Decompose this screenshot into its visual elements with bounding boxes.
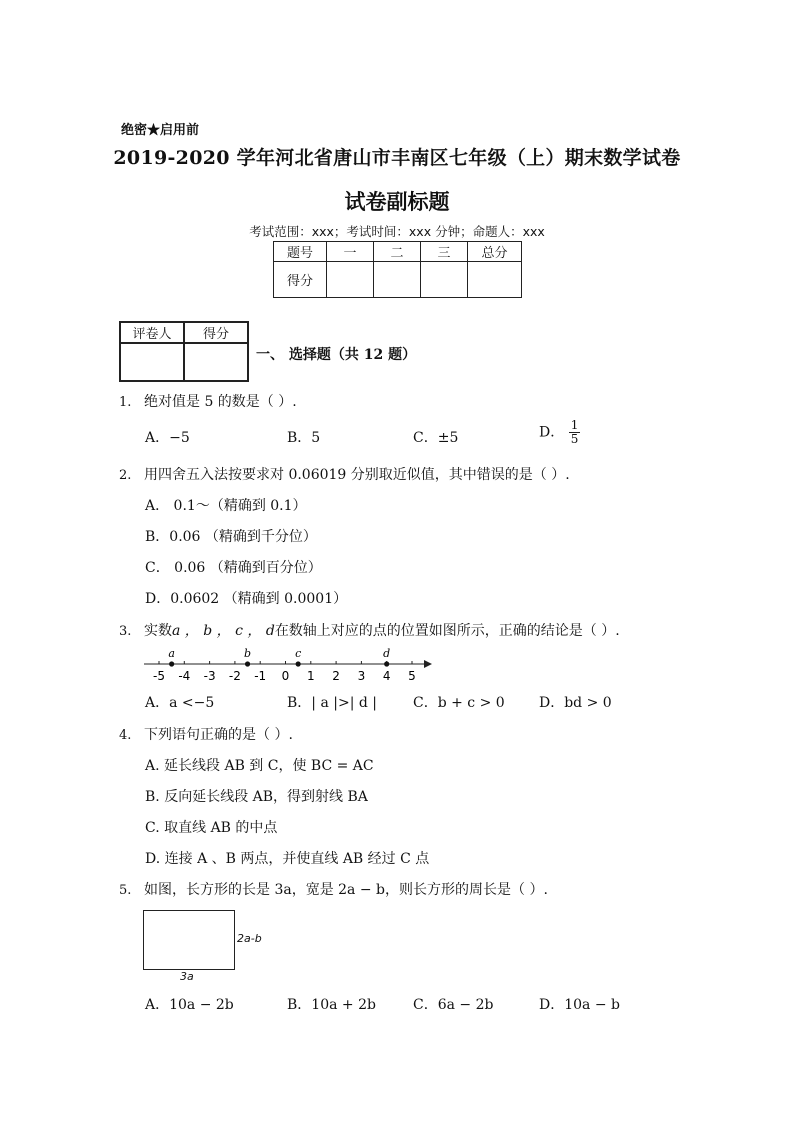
- grader-header-cell: 得分: [184, 322, 248, 343]
- q4-option-c: C. 取直线 AB 的中点: [145, 820, 278, 836]
- question-variables: a ， b ， c ， d: [172, 623, 275, 639]
- score-header-cell: 一: [327, 242, 374, 262]
- number-line-point: [169, 661, 174, 666]
- score-header-cell: 三: [421, 242, 468, 262]
- number-line-point: [245, 661, 250, 666]
- q4-option-a: A. 延长线段 AB 到 C，使 BC = AC: [145, 758, 374, 774]
- q3-option-c: C．b + c > 0: [413, 695, 505, 711]
- grader-cell: [184, 343, 248, 381]
- question-1-stem: [119, 391, 297, 411]
- grader-header-cell: 评卷人: [120, 322, 184, 343]
- q2-option-b: B．0.06 （精确到千分位）: [145, 529, 317, 545]
- rectangle-figure: [143, 910, 235, 970]
- confidential-label: 绝密★启用前: [121, 123, 200, 138]
- section-title: 一、 选择题（共 12 题）: [256, 347, 417, 363]
- number-line-tick-label: 2: [332, 669, 340, 683]
- question-number: 3.: [119, 624, 132, 639]
- question-number: 2.: [119, 468, 132, 483]
- score-cell: [327, 262, 374, 298]
- question-text: 绝对值是 5 的数是（ ）.: [144, 394, 297, 410]
- q4-option-d: D. 连接 A 、B 两点，并使直线 AB 经过 C 点: [145, 851, 430, 867]
- q5-option-a: A．10a − 2b: [145, 997, 234, 1013]
- question-text: 下列语句正确的是（ ）.: [144, 727, 293, 743]
- score-table: [273, 241, 522, 298]
- q5-option-b: B．10a + 2b: [287, 997, 376, 1013]
- question-3-stem: [119, 620, 620, 640]
- question-text: 用四舍五入法按要求对 0.06019 分别取近似值，其中错误的是（ ）.: [144, 467, 570, 483]
- question-2-stem: [119, 464, 570, 484]
- number-line-tick-label: -5: [153, 669, 165, 683]
- number-line-tick-label: -1: [254, 669, 267, 683]
- q3-option-d: D．bd > 0: [539, 695, 612, 711]
- number-line-tick-label: 0: [281, 669, 290, 683]
- exam-subtitle: 试卷副标题: [344, 189, 450, 214]
- q1-option-c: C．±5: [413, 430, 459, 446]
- question-4-stem: [119, 724, 293, 744]
- fraction-denominator: 5: [570, 432, 579, 446]
- fraction: [569, 419, 581, 446]
- q2-option-c: C． 0.06 （精确到百分位）: [145, 560, 322, 576]
- number-line-point: [384, 661, 389, 666]
- question-text-pre: 实数: [144, 623, 172, 639]
- rectangle-height-label: 2a-b: [237, 932, 262, 945]
- number-line-tick-label: -2: [228, 669, 241, 683]
- grader-cell: [120, 343, 184, 381]
- q1-option-a: A．−5: [145, 430, 190, 446]
- question-5-stem: [119, 879, 548, 899]
- q5-option-d: D．10a − b: [539, 997, 620, 1013]
- number-line-tick-label: 4: [382, 669, 391, 683]
- number-line-tick-label: 5: [408, 669, 416, 683]
- score-cell: [421, 262, 468, 298]
- grader-table: [119, 321, 249, 382]
- q2-option-a: A． 0.1～（精确到 0.1）: [145, 498, 307, 514]
- number-line-tick-label: 1: [306, 669, 315, 683]
- exam-info: 考试范围：xxx；考试时间：xxx 分钟；命题人：xxx: [249, 224, 545, 239]
- question-number: 5.: [119, 883, 132, 898]
- number-line-arrow: [424, 660, 432, 668]
- number-line-tick-label: -3: [203, 669, 216, 683]
- question-number: 4.: [119, 728, 132, 743]
- q3-option-b: B．| a |>| d |: [287, 695, 377, 711]
- number-line: [140, 642, 440, 684]
- number-line-point-label: b: [244, 647, 252, 660]
- number-line-point-label: c: [295, 647, 302, 660]
- score-header-cell: 题号: [274, 242, 327, 262]
- question-text-post: 在数轴上对应的点的位置如图所示，正确的结论是（ ）.: [274, 623, 620, 639]
- score-row-label: 得分: [274, 262, 327, 298]
- number-line-point-label: d: [383, 647, 391, 660]
- number-line-point: [296, 661, 301, 666]
- q1-option-d: [539, 419, 580, 446]
- rectangle-width-label: 3a: [180, 970, 194, 983]
- score-header-cell: 总分: [468, 242, 522, 262]
- score-header-cell: 二: [374, 242, 421, 262]
- score-cell: [374, 262, 421, 298]
- fraction-numerator: 1: [570, 418, 579, 432]
- q5-option-c: C．6a − 2b: [413, 997, 494, 1013]
- q4-option-b: B. 反向延长线段 AB，得到射线 BA: [145, 789, 368, 805]
- exam-title: 2019-2020 学年河北省唐山市丰南区七年级（上）期末数学试卷: [113, 147, 681, 169]
- question-number: 1.: [119, 395, 132, 410]
- question-text: 如图，长方形的长是 3a，宽是 2a − b，则长方形的周长是（ ）.: [144, 882, 548, 898]
- option-label: D．: [539, 424, 565, 441]
- q1-option-b: B．5: [287, 430, 321, 446]
- number-line-point-label: a: [168, 647, 175, 660]
- number-line-tick-label: -4: [178, 669, 191, 683]
- q3-option-a: A．a <−5: [145, 695, 215, 711]
- score-cell: [468, 262, 522, 298]
- number-line-tick-label: 3: [357, 669, 366, 683]
- q2-option-d: D．0.0602 （精确到 0.0001）: [145, 591, 348, 607]
